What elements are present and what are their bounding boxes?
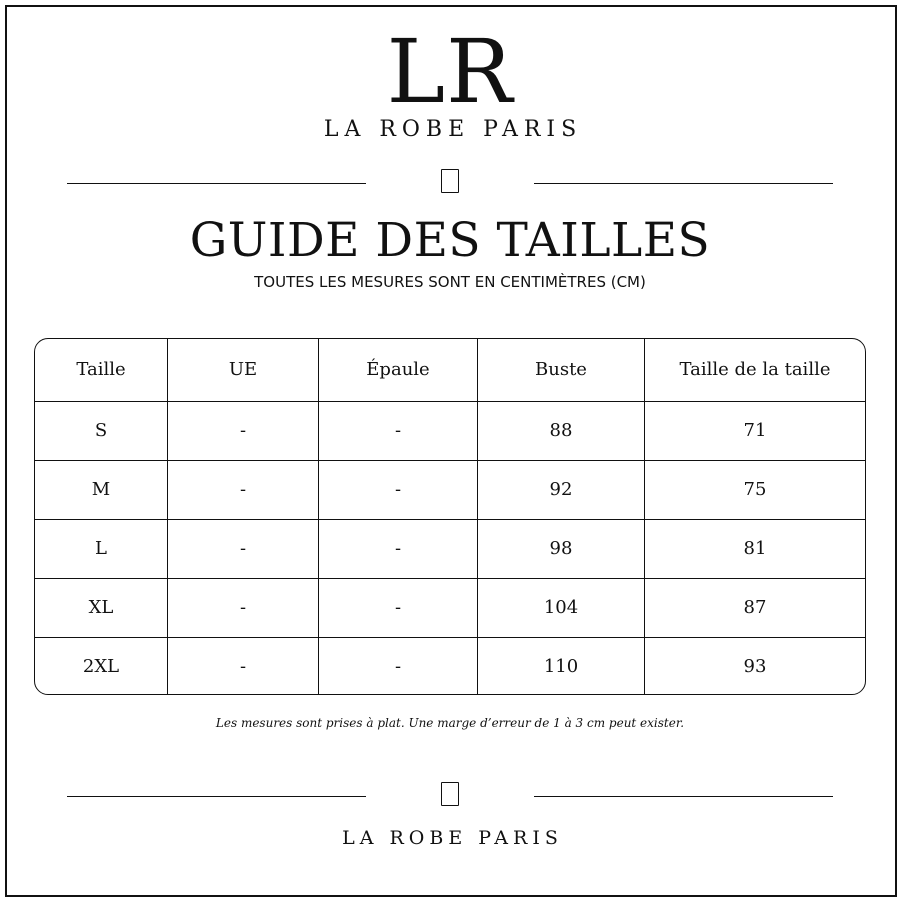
- table-row: [35, 578, 865, 637]
- divider-line-right: [534, 796, 833, 797]
- cell-tour-de-taille: 75: [645, 460, 866, 519]
- table-row: [35, 401, 865, 460]
- cell-ue: -: [168, 401, 319, 460]
- page-subtitle: TOUTES LES MESURES SONT EN CENTIMÈTRES (CM): [254, 273, 646, 291]
- cell-buste: 92: [478, 460, 645, 519]
- cell-buste: 98: [478, 519, 645, 578]
- cell-epaule: -: [319, 519, 478, 578]
- cell-tour-de-taille: 71: [645, 401, 866, 460]
- table-row: [35, 460, 865, 519]
- cell-size: XL: [35, 578, 168, 637]
- cell-epaule: -: [319, 578, 478, 637]
- page-title: GUIDE DES TAILLES: [189, 213, 711, 268]
- header-epaule: Épaule: [319, 339, 478, 401]
- brand-name-top: LA ROBE PARIS: [323, 117, 583, 142]
- header-taille: Taille: [35, 339, 168, 401]
- cell-size: S: [35, 401, 168, 460]
- cell-epaule: -: [319, 401, 478, 460]
- table-row: [35, 637, 865, 695]
- cell-ue: -: [168, 637, 319, 695]
- cell-size: L: [35, 519, 168, 578]
- divider-line-right: [534, 183, 833, 184]
- header-buste: Buste: [478, 339, 645, 401]
- cell-buste: 110: [478, 637, 645, 695]
- divider-line-left: [67, 796, 366, 797]
- divider-bottom: [67, 782, 833, 812]
- size-table: [34, 338, 866, 695]
- cell-size: 2XL: [35, 637, 168, 695]
- cell-size: M: [35, 460, 168, 519]
- hanger-icon: [441, 169, 459, 193]
- cell-tour-de-taille: 87: [645, 578, 866, 637]
- hanger-icon: [441, 782, 459, 806]
- cell-ue: -: [168, 519, 319, 578]
- cell-tour-de-taille: 81: [645, 519, 866, 578]
- cell-ue: -: [168, 578, 319, 637]
- cell-ue: -: [168, 460, 319, 519]
- cell-epaule: -: [319, 637, 478, 695]
- divider-top: [67, 169, 833, 199]
- table-row: [35, 519, 865, 578]
- table-header-row: [35, 339, 865, 401]
- header-tour-de-taille: Taille de la taille: [645, 339, 866, 401]
- cell-buste: 88: [478, 401, 645, 460]
- header-ue: UE: [168, 339, 319, 401]
- divider-line-left: [67, 183, 366, 184]
- cell-buste: 104: [478, 578, 645, 637]
- brand-logo: LR: [386, 20, 514, 123]
- cell-tour-de-taille: 93: [743, 656, 767, 678]
- brand-name-bottom: LA ROBE PARIS: [342, 827, 563, 849]
- measurement-note: Les mesures sont prises à plat. Une marge d’erreur de 1 à 3 cm peut exister.: [215, 716, 685, 730]
- cell-epaule: -: [319, 460, 478, 519]
